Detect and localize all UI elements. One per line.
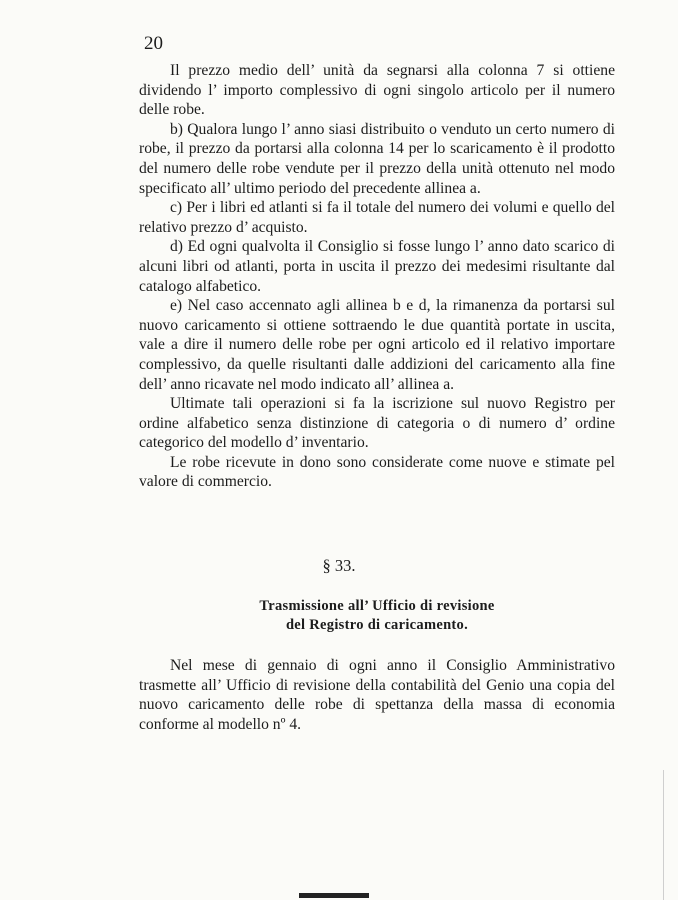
body-text-bottom [139, 656, 615, 734]
section-title-line-2: del Registro di caricamento. [285, 617, 469, 633]
page-number: 20 [144, 33, 163, 54]
body-text-top [139, 61, 615, 492]
paragraph-b: b) Qualora lungo l’ anno siasi distribuito o venduto un certo numero di robe, il prezzo da portarsi alla colonna 14 per lo scaricamento è il prodotto del numero delle robe vendute per il prezzo della unità ottenuto nel modo specificato all’ ultimo periodo del precedente allinea a. [139, 120, 615, 197]
paragraph-robe-dono: Le robe ricevute in dono sono considerate come nuove e stimate pel valore di commercio. [139, 453, 615, 491]
paragraph-gennaio: Nel mese di gennaio di ogni anno il Consiglio Amministrativo trasmette all’ Ufficio di revisione della contabilità del Genio una copia del nuovo caricamento delle robe di spettanza della massa di economia conforme al modello nº 4. [139, 657, 615, 733]
paragraph-ultimate: Ultimate tali operazioni si fa la iscrizione sul nuovo Registro per ordine alfabetico senza distinzione di categoria o di numero d’ ordine categorico del modello d’ inventario. [139, 395, 615, 452]
bottom-rule [299, 893, 369, 898]
section-title [139, 597, 615, 635]
section-number: § 33. [322, 556, 356, 575]
paragraph-d: d) Ed ogni qualvolta il Consiglio si fosse lungo l’ anno dato scarico di alcuni libri od atlanti, porta in uscita il prezzo dei medesimi risultante dal catalogo alfabetico. [139, 238, 615, 295]
section-title-line-1: Trasmissione all’ Ufficio di revisione [259, 598, 495, 614]
paragraph-prezzo-medio: Il prezzo medio dell’ unità da segnarsi alla colonna 7 si ottiene dividendo l’ importo complessivo di ogni singolo articolo per il numero delle robe. [139, 62, 615, 119]
page-edge-line [663, 770, 664, 900]
paragraph-e: e) Nel caso accennato agli allinea b e d, la rimanenza da portarsi sul nuovo caricamento si ottiene sottraendo le due quantità portate in uscita, vale a dire il numero delle robe per ogni articolo ed il relativo importare complessivo, da quelle risultanti dalle addizioni del caricamento alla fine dell’ anno ricavate nel modo indicato all’ allinea a. [139, 297, 615, 393]
paragraph-c: c) Per i libri ed atlanti si fa il totale del numero dei volumi e quello del relativo prezzo d’ acquisto. [139, 199, 615, 236]
